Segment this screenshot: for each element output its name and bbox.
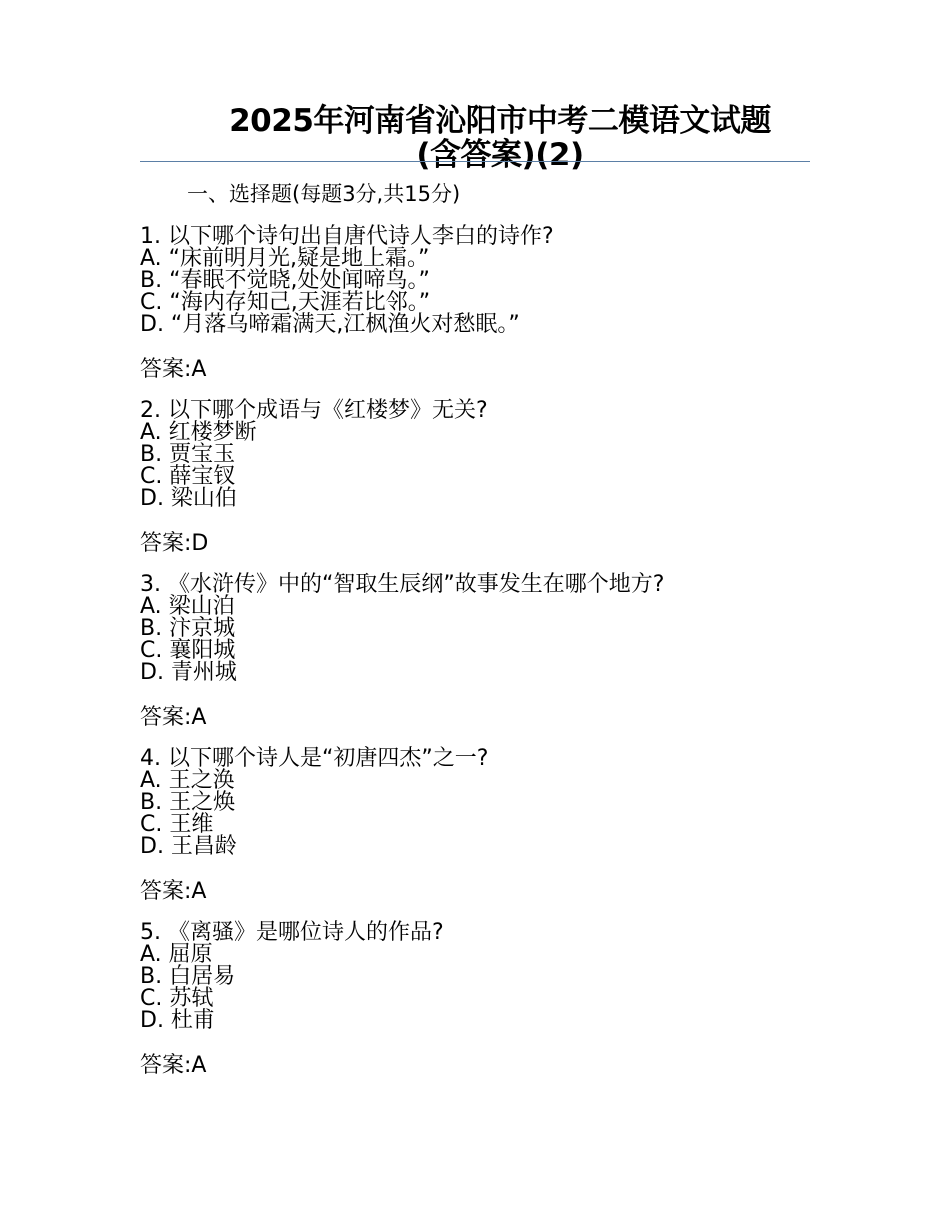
option-a: A. 屈原 xyxy=(140,942,213,967)
option-a: A. 红楼梦断 xyxy=(140,420,257,445)
question-stem: 1. 以下哪个诗句出自唐代诗人李白的诗作? xyxy=(140,224,554,249)
answer-line: 答案:A xyxy=(140,879,207,904)
question-4 xyxy=(140,748,820,906)
option-a: A. 王之涣 xyxy=(140,768,235,793)
title-line-1: 2025年河南省沁阳市中考二模语文试题 xyxy=(229,103,771,139)
option-b: B. 汴京城 xyxy=(140,616,236,641)
question-1 xyxy=(140,226,820,384)
section-heading: 一、选择题(每题3分,共15分) xyxy=(187,182,461,206)
option-c: C. 薛宝钗 xyxy=(140,464,236,489)
option-d: D. 王昌龄 xyxy=(140,834,237,859)
answer-line: 答案:A xyxy=(140,1053,207,1078)
option-b: B. “春眠不觉晓,处处闻啼鸟。” xyxy=(140,268,430,293)
option-d: D. “月落乌啼霜满天,江枫渔火对愁眠。” xyxy=(140,312,520,337)
option-list xyxy=(140,770,820,858)
answer-line: 答案:A xyxy=(140,357,207,382)
option-list xyxy=(140,596,820,684)
option-b: B. 贾宝玉 xyxy=(140,442,236,467)
question-stem: 4. 以下哪个诗人是“初唐四杰”之一? xyxy=(140,746,489,771)
answer-line: 答案:D xyxy=(140,531,209,556)
question-5 xyxy=(140,922,820,1080)
option-c: C. 襄阳城 xyxy=(140,638,236,663)
title-line-2: (含答案)(2) xyxy=(416,137,584,173)
option-c: C. 苏轼 xyxy=(140,986,214,1011)
option-a: A. “床前明月光,疑是地上霜。” xyxy=(140,246,430,271)
option-d: D. 梁山伯 xyxy=(140,486,237,511)
title-divider xyxy=(140,161,810,162)
option-c: C. “海内存知己,天涯若比邻。” xyxy=(140,290,431,315)
option-list xyxy=(140,248,820,336)
option-b: B. 王之焕 xyxy=(140,790,236,815)
option-b: B. 白居易 xyxy=(140,964,236,989)
question-stem: 2. 以下哪个成语与《红楼梦》无关? xyxy=(140,398,488,423)
question-2 xyxy=(140,400,820,558)
answer-line: 答案:A xyxy=(140,705,207,730)
option-d: D. 杜甫 xyxy=(140,1008,215,1033)
option-a: A. 梁山泊 xyxy=(140,594,235,619)
option-c: C. 王维 xyxy=(140,812,214,837)
option-d: D. 青州城 xyxy=(140,660,237,685)
option-list xyxy=(140,422,820,510)
question-3 xyxy=(140,574,820,732)
question-stem: 3. 《水浒传》中的“智取生辰纲”故事发生在哪个地方? xyxy=(140,572,665,597)
option-list xyxy=(140,944,820,1032)
question-stem: 5. 《离骚》是哪位诗人的作品? xyxy=(140,920,444,945)
